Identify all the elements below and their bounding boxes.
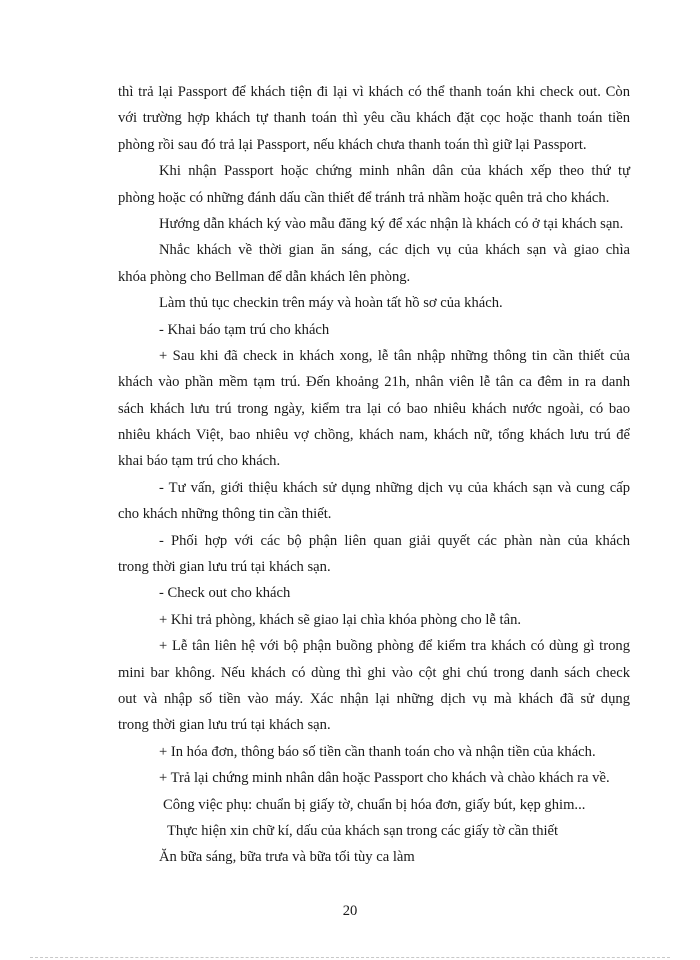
text-line: + Sau khi đã check in khách xong, lễ tân nhập những thông tin cần thiết của: [159, 347, 630, 364]
text-line: Làm thủ tục checkin trên máy và hoàn tất hồ sơ của khách.: [159, 295, 503, 312]
text-line: + Lễ tân liên hệ với bộ phận buồng phòng để kiểm tra khách có dùng gì trong: [159, 638, 630, 655]
text-line: với trường hợp khách tự thanh toán thì yêu cầu khách đặt cọc hoặc thanh toán tiền: [118, 110, 630, 127]
text-line: out và nhập số tiền vào máy. Xác nhận lại những dịch vụ mà khách đã sử dụng: [118, 690, 630, 707]
text-line: + Khi trả phòng, khách sẽ giao lại chìa khóa phòng cho lễ tân.: [159, 611, 522, 628]
text-line: Ăn bữa sáng, bữa trưa và bữa tối tùy ca làm: [159, 849, 415, 866]
text-line: thì trả lại Passport để khách tiện đi lại vì khách có thể thanh toán khi check out. Còn: [118, 84, 630, 100]
text-line: cho khách những thông tin cần thiết.: [118, 506, 332, 523]
text-line: khách vào phần mềm tạm trú. Đến khoảng 21h, nhân viên lễ tân ca đêm in ra danh: [118, 374, 630, 391]
page-number: 20: [342, 903, 358, 919]
text-line: khai báo tạm trú cho khách.: [118, 453, 281, 470]
text-line: + In hóa đơn, thông báo số tiền cần thanh toán cho và nhận tiền của khách.: [159, 743, 596, 760]
text-line: Khi nhận Passport hoặc chứng minh nhân dân của khách xếp theo thứ tự: [159, 163, 630, 180]
text-line: - Check out cho khách: [159, 585, 291, 602]
text-line: trong thời gian lưu trú tại khách sạn.: [118, 717, 331, 734]
text-line: Công việc phụ: chuẩn bị giấy tờ, chuẩn bị hóa đơn, giấy bút, kẹp ghim...: [163, 796, 586, 813]
text-line: nhiêu khách Việt, bao nhiêu vợ chồng, khách nam, khách nữ, tổng khách lưu trú để: [118, 427, 630, 444]
text-line: trong thời gian lưu trú tại khách sạn.: [118, 559, 331, 576]
text-line: mini bar không. Nếu khách có dùng thì ghi vào cột ghi chú trong danh sách check: [118, 664, 630, 681]
text-line: phòng hoặc có những đánh dấu cần thiết để tránh trả nhầm hoặc quên trả cho khách.: [118, 189, 610, 206]
page-divider: [30, 957, 670, 958]
text-line: + Trả lại chứng minh nhân dân hoặc Passport cho khách và chào khách ra về.: [159, 770, 610, 787]
text-line: - Tư vấn, giới thiệu khách sử dụng những dịch vụ của khách sạn và cung cấp: [159, 479, 630, 496]
text-line: phòng rồi sau đó trả lại Passport, nếu khách chưa thanh toán thì giữ lại Passport.: [118, 136, 587, 153]
text-line: - Phối hợp với các bộ phận liên quan giải quyết các phàn nàn của khách: [159, 532, 630, 549]
text-line: - Khai báo tạm trú cho khách: [159, 321, 330, 338]
text-line: Nhắc khách về thời gian ăn sáng, các dịch vụ của khách sạn và giao chìa: [159, 242, 630, 259]
body-text: [118, 79, 630, 871]
text-line: Thực hiện xin chữ kí, dấu của khách sạn trong các giấy tờ cần thiết: [167, 822, 559, 839]
text-line: khóa phòng cho Bellman để dẫn khách lên phòng.: [118, 268, 411, 285]
text-line: Hướng dẫn khách ký vào mẫu đăng ký để xác nhận là khách có ở tại khách sạn.: [159, 215, 624, 232]
text-line: sách khách lưu trú trong ngày, kiểm tra lại có bao nhiêu khách nước ngoài, có bao: [118, 400, 630, 417]
